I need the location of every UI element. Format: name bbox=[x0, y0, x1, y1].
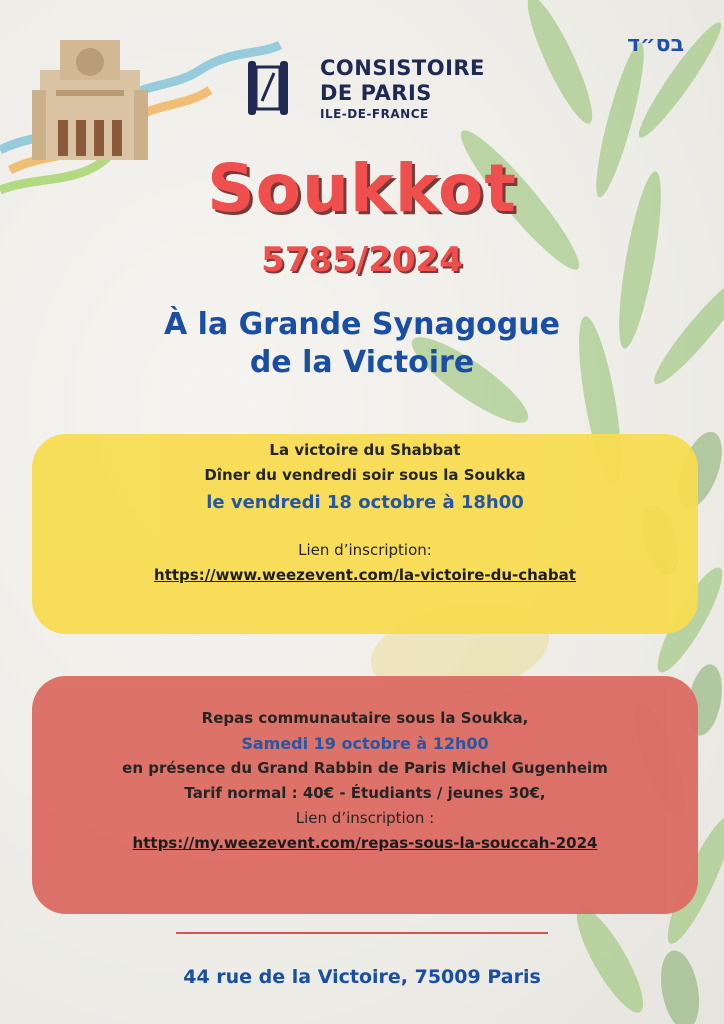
community-meal-card bbox=[32, 676, 698, 914]
card2-date: Samedi 19 octobre à 12h00 bbox=[241, 734, 489, 753]
card1-link-label: Lien d’inscription: bbox=[298, 541, 432, 559]
venue-line1: À la Grande Synagogue bbox=[164, 307, 560, 342]
logo-text-line1: CONSISTOIRE bbox=[320, 56, 485, 80]
event-title: Soukkot bbox=[207, 150, 517, 227]
card1-description: Dîner du vendredi soir sous la Soukka bbox=[204, 466, 526, 484]
logo-text-line3: ILE-DE-FRANCE bbox=[320, 107, 429, 121]
card1-registration-link[interactable]: https://www.weezevent.com/la-victoire-du-chabat bbox=[154, 566, 576, 584]
card2-registration-link[interactable]: https://my.weezevent.com/repas-sous-la-souccah-2024 bbox=[132, 834, 598, 852]
event-venue bbox=[0, 306, 724, 382]
card2-heading: Repas communautaire sous la Soukka, bbox=[201, 709, 529, 727]
shabbat-dinner-card bbox=[32, 434, 698, 634]
card2-guest: en présence du Grand Rabbin de Paris Michel Gugenheim bbox=[122, 759, 608, 777]
consistoire-logo bbox=[240, 55, 500, 125]
venue-address: 44 rue de la Victoire, 75009 Paris bbox=[183, 966, 541, 988]
torah-scroll-icon bbox=[240, 55, 300, 121]
venue-line2: de la Victoire bbox=[249, 345, 475, 380]
card1-heading: La victoire du Shabbat bbox=[269, 441, 461, 459]
card1-date: le vendredi 18 octobre à 18h00 bbox=[206, 492, 524, 513]
card2-pricing: Tarif normal : 40€ - Étudiants / jeunes 30€, bbox=[184, 784, 546, 802]
logo-text-line2: DE PARIS bbox=[320, 81, 432, 105]
card2-link-label: Lien d’inscription : bbox=[295, 809, 435, 827]
event-year: 5785/2024 bbox=[261, 240, 463, 280]
hebrew-blessing-mark: בס״ד bbox=[627, 32, 684, 57]
synagogue-illustration bbox=[32, 40, 148, 160]
footer-divider bbox=[176, 932, 548, 934]
